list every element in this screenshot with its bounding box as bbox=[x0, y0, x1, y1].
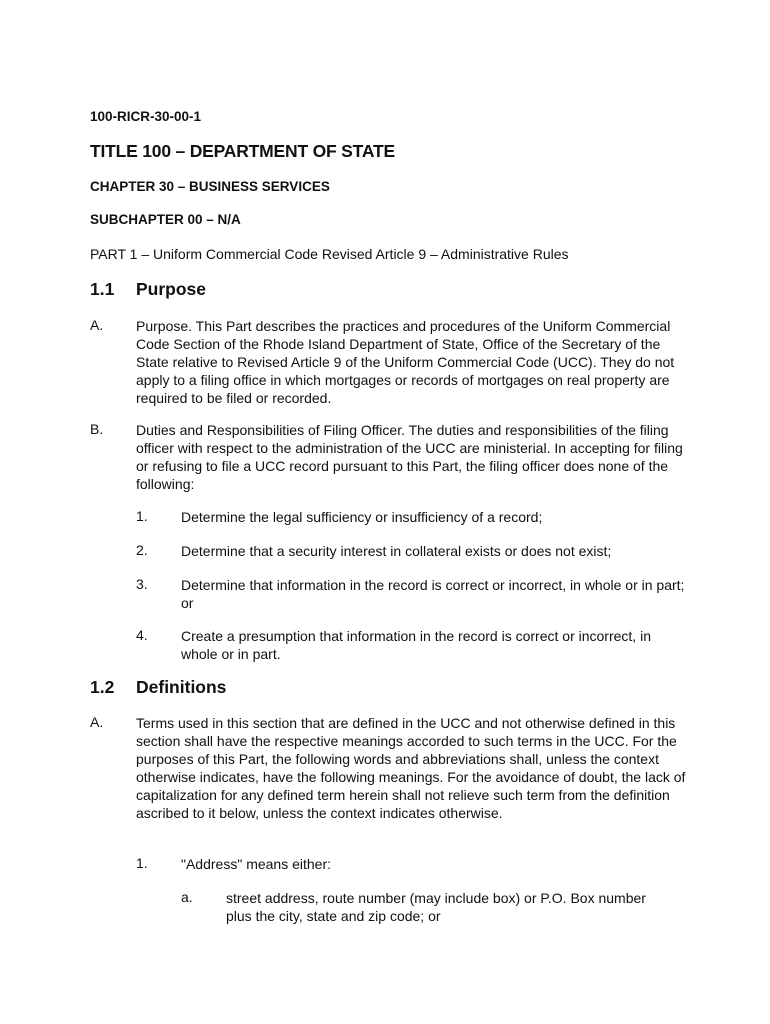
paragraph-text: Duties and Responsibilities of Filing Officer. The duties and responsibilities of the filing officer with respect to the administration of the UCC are ministerial. In accepting for filing or refusing to file a UCC record pursuant to this Part, the filing officer does none of the following: bbox=[136, 422, 683, 492]
list-item-text: Determine that a security interest in collateral exists or does not exist; bbox=[181, 543, 612, 559]
section-title: Definitions bbox=[136, 677, 227, 697]
paragraph-label: A. bbox=[90, 714, 104, 730]
list-item-number: 1. bbox=[136, 508, 148, 524]
chapter-heading: CHAPTER 30 – BUSINESS SERVICES bbox=[90, 179, 330, 194]
list-item-number: 3. bbox=[136, 576, 148, 592]
section-number: 1.2 bbox=[90, 677, 115, 697]
sub-item-label: a. bbox=[181, 889, 193, 905]
list-item-text: Determine the legal sufficiency or insufficiency of a record; bbox=[181, 509, 543, 525]
section-number: 1.1 bbox=[90, 279, 115, 299]
paragraph-label: B. bbox=[90, 421, 104, 437]
paragraph-text: Terms used in this section that are defined in the UCC and not otherwise defined in this section shall have the respective meanings accorded to such terms in the UCC. For the purposes of this Part, the following words and abbreviations shall, unless the context otherwise indicates, have the following meanings. For the avoidance of doubt, the lack of capitalization for any defined term herein shall not relieve such term from the definition ascribed to it below, unless the context indicates otherwise. bbox=[136, 715, 686, 821]
rule-id: 100-RICR-30-00-1 bbox=[90, 109, 202, 124]
paragraph-label: A. bbox=[90, 317, 104, 333]
subchapter-heading: SUBCHAPTER 00 – N/A bbox=[90, 212, 241, 227]
title-heading: TITLE 100 – DEPARTMENT OF STATE bbox=[90, 141, 395, 161]
list-item-number: 1. bbox=[136, 855, 148, 871]
list-item-number: 2. bbox=[136, 542, 148, 558]
list-item-text: "Address" means either: bbox=[181, 856, 332, 872]
list-item-number: 4. bbox=[136, 627, 148, 643]
paragraph-text: Purpose. This Part describes the practices and procedures of the Uniform Commercial Code Section of the Rhode Island Department of State, Office of the Secretary of the State relative to Revised Article 9 of the Uniform Commercial Code (UCC). They do not apply to a filing office in which mortgages or records of mortgages on real property are required to be filed or recorded. bbox=[136, 318, 675, 406]
part-heading: PART 1 – Uniform Commercial Code Revised Article 9 – Administrative Rules bbox=[90, 246, 569, 262]
sub-item-text: street address, route number (may include box) or P.O. Box number plus the city, state and zip code; or bbox=[226, 890, 646, 924]
list-item-text: Create a presumption that information in the record is correct or incorrect, in whole or in part. bbox=[181, 628, 651, 662]
list-item-text: Determine that information in the record is correct or incorrect, in whole or in part; or bbox=[181, 577, 685, 611]
section-title: Purpose bbox=[136, 279, 207, 299]
